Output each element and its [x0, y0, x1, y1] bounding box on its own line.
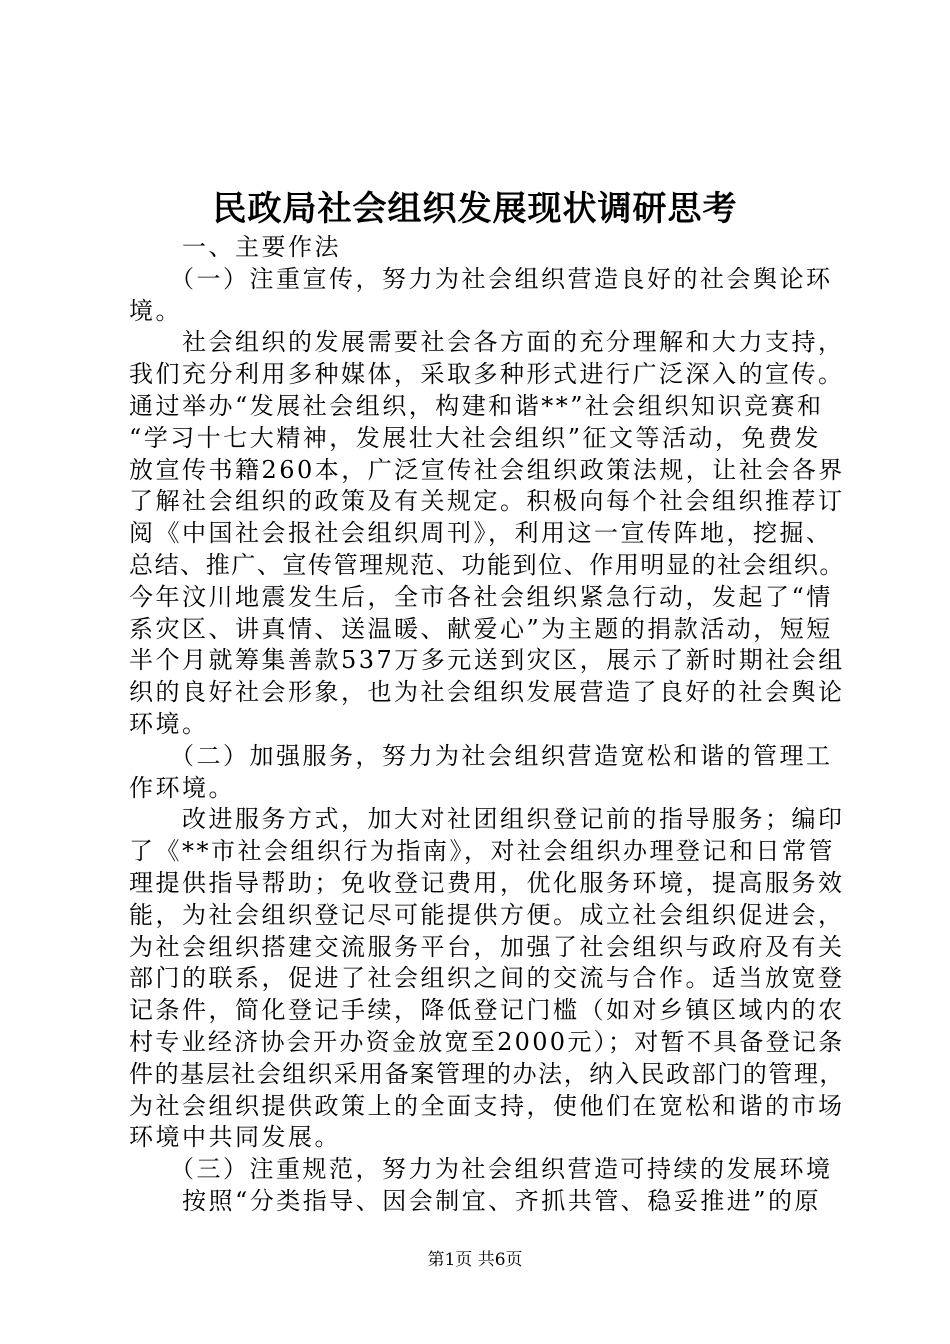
body-line: （一）注重宣传，努力为社会组织营造良好的社会舆论环	[129, 264, 833, 293]
body-line: 半个月就筹集善款537万多元送到灾区，展示了新时期社会组	[129, 646, 845, 675]
page-footer: 第1页 共6页	[427, 1250, 523, 1270]
body-line: 总结、推广、宣传管理规范、功能到位、作用明显的社会组织。	[129, 550, 845, 579]
body-line: “学习十七大精神，发展壮大社会组织”征文等活动，免费发	[129, 423, 822, 452]
body-line: （二）加强服务，努力为社会组织营造宽松和谐的管理工	[129, 741, 833, 770]
document-body	[129, 232, 845, 1218]
body-line: 部门的联系，促进了社会组织之间的交流与合作。适当放宽登	[129, 964, 845, 993]
body-line: 作环境。	[129, 773, 235, 802]
body-line: 件的基层社会组织采用备案管理的办法，纳入民政部门的管理，	[129, 1059, 845, 1088]
body-line: 我们充分利用多种媒体，采取多种形式进行广泛深入的宣传。	[129, 360, 845, 389]
body-line: 境。	[129, 296, 182, 325]
body-line: 放宣传书籍260本，广泛宣传社会组织政策法规，让社会各界	[129, 455, 845, 484]
body-line: 社会组织的发展需要社会各方面的充分理解和大力支持，	[129, 328, 845, 357]
body-line: 系灾区、讲真情、送温暖、献爱心”为主题的捐款活动，短短	[129, 614, 833, 643]
body-line: 一、主要作法	[129, 233, 341, 261]
body-line: 记条件，简化登记手续，降低登记门槛（如对乡镇区域内的农	[129, 996, 845, 1025]
body-line: 理提供指导帮助；免收登记费用，优化服务环境，提高服务效	[129, 868, 845, 897]
body-line: 村专业经济协会开办资金放宽至2000元）；对暂不具备登记条	[129, 1027, 845, 1056]
body-line: 通过举办“发展社会组织，构建和谐**”社会组织知识竞赛和	[129, 391, 824, 420]
body-line: 为社会组织搭建交流服务平台，加强了社会组织与政府及有关	[129, 932, 845, 961]
body-line: 环境中共同发展。	[129, 1123, 341, 1152]
body-line: 今年汶川地震发生后，全市各社会组织紧急行动，发起了“情	[129, 582, 833, 611]
body-line: 织的良好社会形象，也为社会组织发展营造了良好的社会舆论	[129, 678, 845, 707]
body-line: 阅《中国社会报社会组织周刊》，利用这一宣传阵地，挖掘、	[129, 519, 833, 548]
body-line: （三）注重规范，努力为社会组织营造可持续的发展环境	[129, 1155, 833, 1184]
body-line: 为社会组织提供政策上的全面支持，使他们在宽松和谐的市场	[129, 1091, 845, 1120]
body-line: 能，为社会组织登记尽可能提供方便。成立社会组织促进会，	[129, 900, 845, 929]
body-line: 了《**市社会组织行为指南》，对社会组织办理登记和日常管	[129, 837, 835, 866]
body-line: 改进服务方式，加大对社团组织登记前的指导服务；编印	[129, 805, 845, 834]
document-title: 民政局社会组织发展现状调研思考	[212, 189, 738, 229]
body-line: 环境。	[129, 709, 209, 738]
body-line: 按照“分类指导、因会制宜、齐抓共管、稳妥推进”的原	[129, 1186, 822, 1215]
body-line: 了解社会组织的政策及有关规定。积极向每个社会组织推荐订	[129, 487, 845, 516]
